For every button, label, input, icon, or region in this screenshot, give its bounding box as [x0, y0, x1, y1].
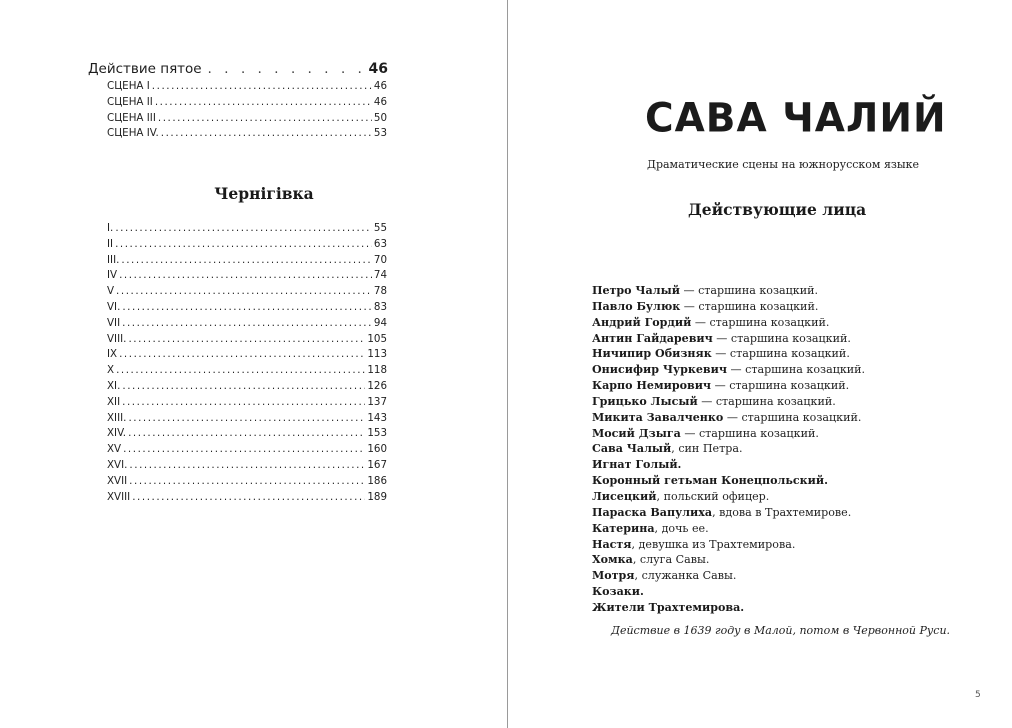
cast-member-description: — старшина козацкий. — [697, 394, 836, 408]
toc-entry-title: IV — [107, 269, 118, 282]
toc-entry-scene[interactable] — [107, 112, 387, 128]
toc-entry-title: V — [107, 285, 115, 298]
toc-entry-chapter[interactable] — [107, 222, 387, 238]
toc-entry-title: II — [107, 237, 114, 250]
cast-member-description: , дочь ее. — [654, 521, 709, 535]
toc-leader-dots — [152, 80, 372, 92]
toc-entry-page: 153 — [367, 427, 387, 440]
cast-member-name: Онисифир Чуркевич — [592, 363, 727, 377]
toc-entry-page: 189 — [367, 490, 387, 503]
toc-entry-chapter[interactable] — [107, 364, 387, 380]
toc-entry-chapter[interactable] — [107, 269, 387, 285]
cast-member — [592, 474, 865, 490]
toc-entry-page: 137 — [367, 395, 387, 408]
toc-entry-act-five[interactable] — [88, 61, 388, 77]
toc-entry-title: III. — [107, 253, 120, 266]
toc-leader-dots — [122, 317, 372, 329]
cast-member — [592, 347, 865, 363]
cast-member-description: — старшина козацкий. — [691, 315, 830, 329]
cast-member-description: , вдова в Трахтемирове. — [712, 505, 852, 519]
toc-entry-page: 118 — [367, 364, 387, 377]
toc-leader-dots — [129, 475, 365, 487]
toc-entry-title: СЦЕНА IV. — [107, 127, 159, 140]
toc-entry-page: 78 — [373, 285, 387, 298]
cast-member-description: , девушка из Трахтемирова. — [631, 537, 796, 551]
toc-leader-dots — [128, 333, 365, 345]
toc-leader-dots — [121, 254, 372, 266]
cast-member — [592, 284, 865, 300]
cast-member — [592, 553, 865, 569]
cast-member-name: Параска Вапулиха — [592, 505, 713, 519]
cast-member — [592, 585, 865, 601]
cast-member — [592, 538, 865, 554]
toc-entry-page: 70 — [373, 253, 387, 266]
toc-entry-title: X — [107, 364, 115, 377]
toc-entry-title: XVIII — [107, 490, 131, 503]
cast-member-description: , син Петра. — [671, 442, 743, 456]
toc-entry-title: VII — [107, 316, 121, 329]
cast-member-name: Ничипир Обизняк — [592, 347, 712, 361]
toc-leader-dots — [132, 491, 365, 503]
toc-leader-dots — [119, 269, 372, 281]
cast-member — [592, 569, 865, 585]
toc-entry-chapter[interactable] — [107, 238, 387, 254]
cast-member-description: — старшина козацкий. — [712, 331, 851, 345]
toc-entry-scene[interactable] — [107, 96, 387, 112]
cast-member-description: , польский офицер. — [656, 489, 770, 503]
toc-entry-chapter[interactable] — [107, 301, 387, 317]
toc-entry-page: 105 — [367, 332, 387, 345]
toc-entry-chapter[interactable] — [107, 317, 387, 333]
toc-entry-page: 186 — [367, 474, 387, 487]
toc-entry-page: 55 — [373, 222, 387, 234]
cast-member-name: Павло Булюк — [592, 299, 681, 313]
cast-member-name: Лисецкий — [592, 489, 657, 503]
page-number: 5 — [975, 690, 981, 700]
cast-member-name: Петро Чалый — [592, 284, 680, 297]
toc-leader-dots — [155, 96, 372, 108]
toc-leader-dots — [129, 459, 365, 471]
cast-member — [592, 411, 865, 427]
play-subtitle: Драматические сцены на южнорусском языке — [647, 158, 920, 171]
setting-note: Действие в 1639 году в Малой, потом в Червонной Руси. — [611, 624, 951, 637]
toc-entry-page: 46 — [373, 95, 387, 108]
cast-member — [592, 395, 865, 411]
cast-member-name: Мосий Дзыга — [592, 426, 681, 440]
toc-leader-dots — [128, 427, 365, 439]
toc-leader-dots — [158, 112, 372, 124]
toc-entry-page: 94 — [373, 316, 387, 329]
cast-member-description: — старшина козацкий. — [680, 299, 819, 313]
toc-entry-chapter[interactable] — [107, 427, 387, 443]
toc-entry-chapter[interactable] — [107, 396, 387, 412]
toc-leader-dots — [122, 301, 372, 313]
toc-entry-chapter[interactable] — [107, 285, 387, 301]
cast-member-description: — старшина козацкий. — [679, 284, 819, 297]
toc-leader-dots — [116, 285, 372, 297]
toc-entry-title: XII — [107, 395, 121, 408]
page-gutter-divider — [507, 0, 508, 728]
cast-member — [592, 506, 865, 522]
cast-member-name: Козаки. — [592, 585, 644, 599]
section-title: Чернігівка — [214, 184, 314, 203]
toc-entry-title: Действие пятое — [88, 61, 202, 77]
cast-member-description: , служанка Савы. — [634, 569, 737, 583]
cast-member-description: — старшина козацкий. — [711, 379, 850, 393]
cast-member — [592, 442, 865, 458]
toc-entry-chapter[interactable] — [107, 254, 387, 270]
cast-member-description: — старшина козацкий. — [723, 410, 862, 424]
toc-leader-dots — [128, 412, 365, 424]
toc-leader-dots — [123, 443, 365, 455]
toc-entry-chapter[interactable] — [107, 459, 387, 475]
toc-entry-chapter[interactable] — [107, 443, 387, 459]
cast-member-name: Жители Трахтемирова. — [592, 600, 745, 614]
toc-entry-title: I. — [107, 222, 114, 234]
toc-entry-title: XV — [107, 443, 122, 456]
toc-entry-page: 50 — [373, 111, 387, 124]
toc-entry-page: 113 — [367, 348, 387, 361]
toc-entry-title: VI. — [107, 300, 121, 313]
toc-entry-chapter[interactable] — [107, 491, 387, 507]
toc-entry-page: 167 — [367, 458, 387, 471]
toc-entry-page: 74 — [373, 269, 387, 282]
cast-member-name: Антин Гайдаревич — [592, 331, 713, 345]
toc-entry-chapter[interactable] — [107, 333, 387, 349]
toc-leader-dots — [122, 396, 365, 408]
cast-member — [592, 363, 865, 379]
toc-leader-dots — [115, 222, 372, 234]
cast-member-name: Грицько Лысый — [592, 394, 698, 408]
toc-entry-title: СЦЕНА III — [107, 111, 156, 124]
toc-entry-page: 46 — [368, 61, 388, 77]
cast-member — [592, 601, 865, 617]
toc-leader-dots — [119, 348, 365, 360]
cast-member-name: Хомка — [592, 553, 633, 567]
toc-leader-dots — [208, 62, 365, 77]
toc-leader-dots — [115, 238, 372, 250]
toc-entry-page: 160 — [367, 443, 387, 456]
toc-leader-dots — [116, 364, 365, 376]
cast-member-name: Мотря — [592, 569, 635, 583]
cast-member-description: — старшина козацкий. — [726, 363, 866, 377]
toc-entry-title: XIV. — [107, 427, 127, 440]
cast-member — [592, 522, 865, 538]
toc-entry-chapter[interactable] — [107, 475, 387, 491]
toc-entry-title: СЦЕНА I — [107, 80, 150, 92]
toc-entry-scene[interactable] — [107, 80, 387, 96]
cast-member — [592, 316, 865, 332]
cast-member-name: Сава Чалый — [592, 442, 672, 456]
cast-member-name: Настя — [592, 537, 632, 551]
cast-member — [592, 490, 865, 506]
play-title: САВА ЧАЛИЙ — [645, 96, 947, 142]
toc-entry-title: XVI. — [107, 458, 128, 471]
toc-entry-page: 143 — [367, 411, 387, 424]
toc-leader-dots — [161, 127, 372, 139]
cast-member — [592, 427, 865, 443]
toc-chapter-list — [107, 222, 387, 506]
toc-entry-title: СЦЕНА II — [107, 95, 153, 108]
toc-entry-page: 126 — [367, 379, 387, 392]
toc-entry-title: IX — [107, 348, 118, 361]
toc-entry-page: 63 — [373, 237, 387, 250]
cast-member-description: — старшина козацкий. — [711, 347, 850, 361]
toc-entry-title: VIII. — [107, 332, 127, 345]
cast-member-description: , слуга Савы. — [632, 553, 710, 567]
cast-member-name: Карпо Немирович — [592, 379, 712, 393]
cast-list — [592, 284, 865, 617]
toc-entry-chapter[interactable] — [107, 380, 387, 396]
cast-member-name: Микита Завалченко — [592, 410, 724, 424]
cast-member — [592, 332, 865, 348]
toc-entry-page: 83 — [373, 300, 387, 313]
cast-member — [592, 379, 865, 395]
cast-member — [592, 458, 865, 474]
cast-member-description: — старшина козацкий. — [680, 426, 819, 440]
toc-entry-page: 46 — [373, 80, 387, 92]
toc-entry-chapter[interactable] — [107, 348, 387, 364]
cast-member — [592, 300, 865, 316]
toc-entry-title: XI. — [107, 379, 121, 392]
cast-member-name: Андрий Гордий — [592, 315, 692, 329]
cast-member-name: Катерина — [592, 521, 655, 535]
toc-scene-list — [107, 80, 387, 143]
cast-member-name: Коронный гетьман Конецпольский. — [592, 474, 828, 488]
toc-entry-title: XIII. — [107, 411, 127, 424]
toc-entry-title: XVII — [107, 474, 128, 487]
toc-entry-scene[interactable] — [107, 127, 387, 143]
toc-leader-dots — [122, 380, 365, 392]
cast-heading: Действующие лица — [688, 200, 867, 219]
toc-entry-chapter[interactable] — [107, 412, 387, 428]
toc-entry-page: 53 — [373, 127, 387, 140]
cast-member-name: Игнат Голый. — [592, 458, 682, 472]
